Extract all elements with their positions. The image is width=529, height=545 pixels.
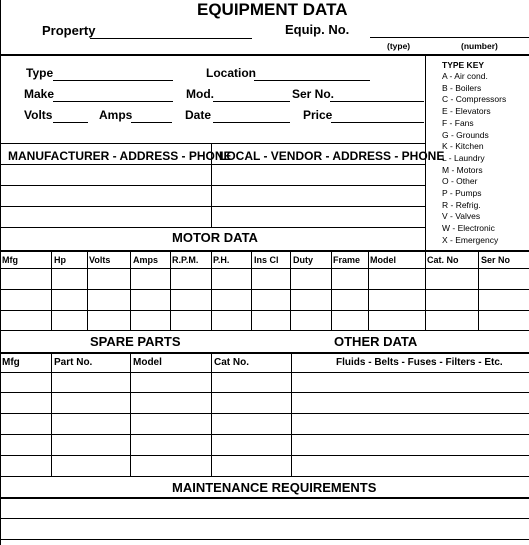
maintenance-heading: MAINTENANCE REQUIREMENTS: [172, 480, 377, 495]
type-key-item: R - Refrig.: [442, 199, 481, 210]
manufacturer-heading: MANUFACTURER - ADDRESS - PHONE: [8, 149, 232, 163]
motor-col-header: Ins Cl: [254, 255, 279, 265]
type-key-item: V - Valves: [442, 211, 481, 222]
motor-col-line: [130, 250, 131, 330]
spare-row-line: [0, 434, 529, 435]
type-key-item: B - Boilers: [442, 82, 482, 93]
motor-col-header: Ser No: [481, 255, 511, 265]
motor-col-line: [368, 250, 369, 330]
mfr-row-line: [0, 164, 425, 165]
equip-number-sublabel: (number): [461, 41, 498, 51]
equip-no-field[interactable]: [370, 37, 529, 38]
mfr-row-line: [0, 227, 425, 228]
motor-col-line: [251, 250, 252, 330]
type-key-item: C - Compressors: [442, 94, 507, 105]
type-key-item: P - Pumps: [442, 188, 482, 198]
location-label: Location: [206, 66, 256, 80]
amps-label: Amps: [99, 108, 133, 122]
motor-col-line: [290, 250, 291, 330]
type-key-item: A - Air cond.: [442, 71, 488, 81]
type-key-item: L - Laundry: [442, 152, 485, 163]
motor-row-line: [0, 289, 529, 290]
motor-table-top: [0, 250, 529, 252]
maintenance-line[interactable]: [0, 518, 529, 519]
price-field[interactable]: [331, 122, 424, 123]
motor-col-line: [425, 250, 426, 330]
type-key-item: W - Electronic: [442, 223, 495, 234]
mfr-row-line: [0, 206, 425, 207]
motor-col-line: [51, 250, 52, 330]
mfr-top-divider: [0, 143, 425, 144]
date-label: Date: [185, 108, 212, 122]
ser-no-field[interactable]: [330, 101, 424, 102]
property-field[interactable]: [90, 38, 252, 39]
spare-row-line: [0, 372, 529, 373]
motor-col-header: Volts: [89, 255, 111, 265]
motor-col-line: [478, 250, 479, 330]
spare-parts-heading: SPARE PARTS: [90, 334, 181, 349]
maintenance-line[interactable]: [0, 539, 529, 540]
motor-row-line: [0, 268, 529, 269]
motor-col-header: Model: [370, 255, 396, 265]
motor-col-line: [170, 250, 171, 330]
motor-col-line: [87, 250, 88, 330]
amps-field[interactable]: [131, 122, 172, 123]
spare-table-top: [0, 352, 529, 354]
make-label: Make: [24, 87, 55, 101]
local-vendor-heading: LOCAL - VENDOR - ADDRESS - PHONE: [219, 149, 445, 163]
motor-col-line: [331, 250, 332, 330]
type-key-item: E - Elevators: [442, 106, 491, 117]
motor-row-line: [0, 310, 529, 311]
type-key-item: X - Emergency: [442, 234, 499, 245]
type-key-item: G - Grounds: [442, 129, 489, 140]
spare-row-line: [0, 455, 529, 456]
ser-no-label: Ser No.: [292, 87, 335, 101]
spare-row-line: [0, 413, 529, 414]
motor-col-header: Mfg: [2, 255, 18, 265]
spare-col-header: Model: [133, 357, 162, 368]
motor-col-header: Hp: [54, 255, 66, 265]
left-border: [0, 0, 1, 545]
motor-col-header: Amps: [133, 255, 159, 265]
other-data-col-header: Fluids - Belts - Fuses - Filters - Etc.: [336, 357, 503, 368]
motor-col-header: Frame: [333, 255, 361, 265]
location-field[interactable]: [254, 80, 370, 81]
motor-col-header: Cat. No: [427, 255, 459, 265]
form-title: EQUIPMENT DATA: [197, 0, 348, 19]
equip-no-label: Equip. No.: [285, 22, 350, 37]
volts-field[interactable]: [53, 122, 88, 123]
mod-label: Mod.: [186, 87, 214, 101]
spare-col-header: Cat No.: [214, 357, 249, 368]
spare-col-line: [130, 352, 131, 476]
type-key-item: F - Fans: [442, 117, 474, 128]
motor-data-heading: MOTOR DATA: [172, 230, 258, 245]
price-label: Price: [303, 108, 333, 122]
date-field[interactable]: [213, 122, 290, 123]
mfr-row-line: [0, 185, 425, 186]
motor-col-header: Duty: [293, 255, 313, 265]
spare-col-header: Mfg: [2, 357, 20, 368]
type-key-item: O - Other: [442, 176, 478, 187]
volts-label: Volts: [24, 108, 53, 122]
spare-col-line: [291, 352, 292, 476]
mod-field[interactable]: [213, 101, 290, 102]
motor-col-header: R.P.M.: [172, 255, 199, 265]
make-field[interactable]: [53, 101, 173, 102]
equip-type-sublabel: (type): [387, 41, 411, 51]
motor-row-line: [0, 330, 529, 331]
type-key-item: K - Kitchen: [442, 141, 484, 152]
spare-row-line: [0, 392, 529, 393]
type-key-title: TYPE KEY: [442, 60, 485, 70]
property-label: Property: [42, 23, 96, 38]
maintenance-top: [0, 497, 529, 499]
spare-row-line: [0, 476, 529, 477]
type-field[interactable]: [53, 80, 173, 81]
spare-col-header: Part No.: [54, 357, 93, 368]
motor-col-line: [211, 250, 212, 330]
type-label: Type: [26, 66, 54, 80]
spare-col-line: [211, 352, 212, 476]
type-key-item: M - Motors: [442, 164, 483, 175]
motor-col-header: P.H.: [213, 255, 230, 265]
header-divider: [0, 54, 529, 56]
other-data-heading: OTHER DATA: [334, 334, 418, 349]
spare-col-line: [51, 352, 52, 476]
